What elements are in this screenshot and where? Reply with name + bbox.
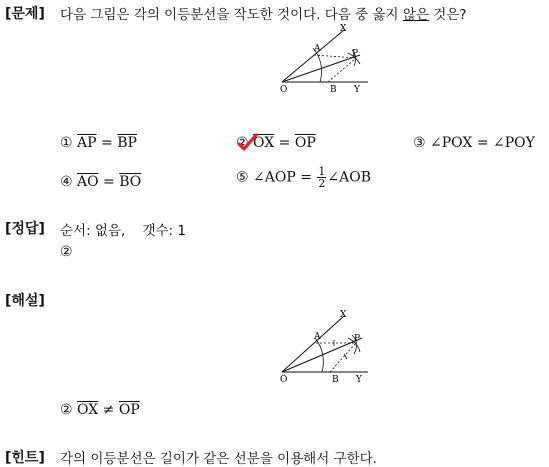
- label-p: P: [354, 334, 361, 344]
- ray-ox: [282, 30, 344, 82]
- answer-label: [정답]: [5, 221, 45, 237]
- label-p: P: [352, 49, 359, 59]
- answer-meta: 순서: 없음, 갯수: 1: [60, 223, 186, 239]
- choice-5-num: ⑤: [236, 169, 249, 186]
- choice-3[interactable]: [413, 135, 535, 151]
- choice-4-left: $\overline{AO}$: [77, 174, 99, 190]
- choice-4[interactable]: [60, 174, 141, 190]
- choice-2[interactable]: [236, 135, 316, 151]
- angle-bisector-figure: [270, 22, 380, 100]
- choice-4-op: =: [98, 174, 120, 190]
- label-y: Y: [356, 375, 362, 385]
- question-before: 다음 그림은 각의 이등분선을 작도한 것이다. 다음 중 옳지: [60, 7, 403, 23]
- label-o: O: [280, 85, 288, 95]
- ray-ox: [282, 316, 344, 372]
- label-b: B: [330, 85, 337, 95]
- choice-1-op: =: [96, 135, 118, 151]
- checkmark-icon: [236, 133, 258, 153]
- label-b: B: [332, 375, 339, 385]
- fraction-denominator: 2: [318, 177, 326, 190]
- choice-3-expr: ∠POX = ∠POY: [430, 135, 535, 151]
- label-x: X: [340, 310, 347, 320]
- explanation-op: ≠: [98, 402, 119, 418]
- hint-label: [힌트]: [5, 450, 45, 466]
- choice-5[interactable]: [236, 166, 371, 189]
- explanation-left: $\overline{OX}$: [77, 402, 99, 418]
- question-underlined: 않은: [402, 7, 429, 23]
- hint-text: 각의 이등분선은 길이가 같은 선분을 이용해서 구한다.: [60, 451, 377, 467]
- label-a: A: [314, 332, 321, 342]
- explanation-figure: [270, 308, 380, 386]
- question-after: 것은?: [428, 7, 467, 23]
- choice-5-fraction: [317, 166, 326, 189]
- fraction-numerator: 1: [318, 165, 326, 178]
- choice-5-suffix: ∠AOB: [327, 169, 371, 186]
- choice-1-right: $\overline{BP}$: [117, 135, 137, 151]
- choice-1-num: ①: [60, 135, 73, 151]
- choice-2-op: =: [274, 135, 295, 151]
- explanation-statement: [60, 402, 140, 418]
- label-y: Y: [354, 85, 360, 95]
- choice-3-num: ③: [413, 135, 426, 151]
- explanation-num: ②: [60, 402, 73, 418]
- choice-4-right: $\overline{BO}$: [119, 174, 142, 190]
- label-a: A: [314, 44, 321, 54]
- segment-ap: [314, 55, 356, 58]
- label-x: X: [340, 24, 347, 34]
- label-o: O: [280, 375, 288, 385]
- explanation-label: [해설]: [5, 293, 45, 309]
- choice-2-num: ②: [236, 135, 249, 151]
- choice-4-num: ④: [60, 174, 73, 190]
- explanation-right: $\overline{OP}$: [118, 402, 140, 418]
- choice-1-left: $\overline{AP}$: [77, 135, 97, 151]
- tick-bp: [344, 354, 347, 359]
- choice-5-prefix: ∠AOP =: [253, 169, 317, 186]
- problem-label: [문제]: [5, 6, 45, 22]
- choice-2-right: $\overline{OP}$: [294, 135, 316, 151]
- choice-2-left: $\overline{OX}$: [253, 135, 275, 151]
- segment-bp: [330, 343, 356, 372]
- answer-value: ②: [60, 244, 73, 260]
- question-text: [60, 3, 467, 23]
- choice-1[interactable]: [60, 135, 137, 151]
